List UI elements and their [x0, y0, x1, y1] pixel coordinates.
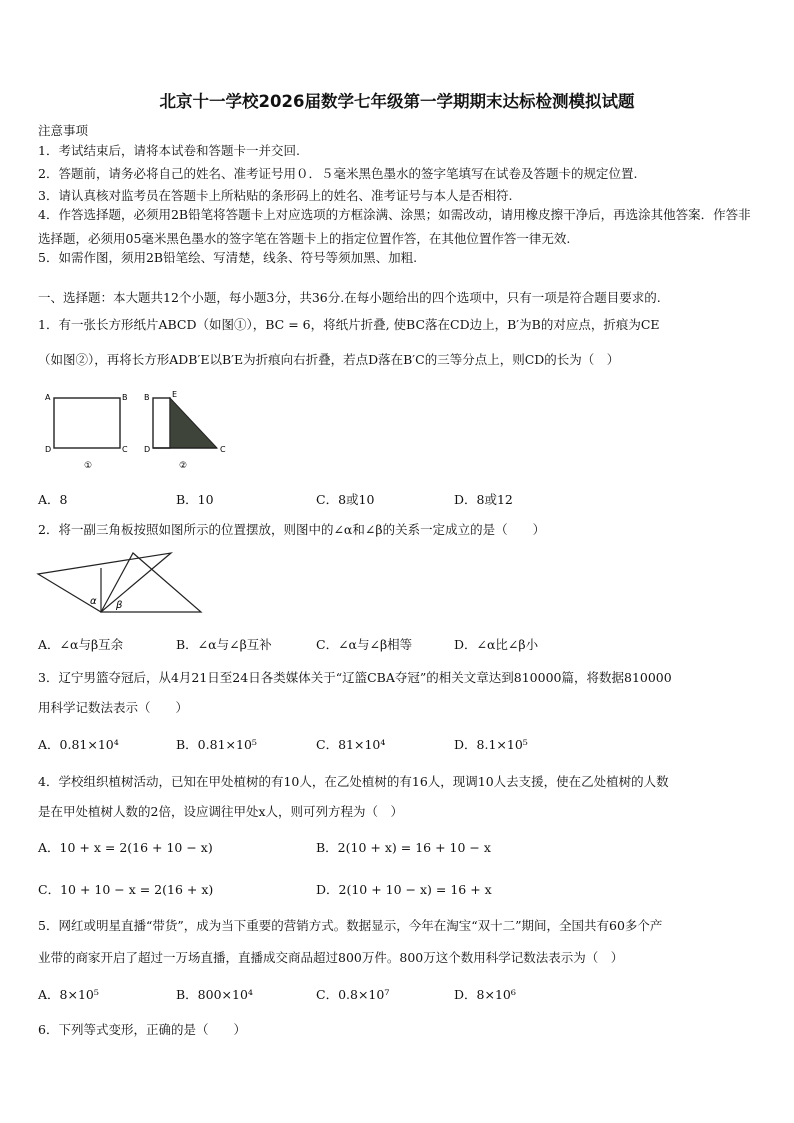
q2-figure: [36, 548, 206, 618]
angle-alpha-label: α: [90, 596, 97, 607]
notice-heading: 注意事项: [38, 123, 89, 138]
q1-text-line2: （如图②），再将长方形ADB′E以B′E为折痕向右折叠，若点D落在B′C的三等分点上，则CD的长为（ ）: [38, 352, 620, 367]
notice-item-1: 1．考试结束后，请将本试卷和答题卡一并交回.: [38, 143, 300, 158]
q2-option-c: C．∠α与∠β相等: [316, 637, 413, 652]
q3-text-line1: 3．辽宁男篮夺冠后，从4月21日至24日各类媒体关于“辽篮CBA夺冠”的相关文章达到810000篇，将数据810000: [38, 670, 672, 685]
q3-option-a: A．0.81×10⁴: [38, 737, 119, 752]
fig1-label-a: A: [45, 393, 51, 402]
q2-option-a: A．∠α与β互余: [38, 637, 124, 652]
page-title: 北京十一学校2026届数学七年级第一学期期末达标检测模拟试题: [159, 92, 635, 111]
set-square-1: [38, 553, 171, 612]
fig2-label-d: D: [144, 445, 151, 454]
q2-option-b: B．∠α与∠β互补: [176, 637, 272, 652]
fig1-label-b: B: [122, 393, 128, 402]
q4-option-a: A．10 + x = 2(16 + 10 − x): [38, 840, 213, 855]
fig2-folded-triangle: [170, 398, 217, 448]
notice-item-3: 3．请认真核对监考员在答题卡上所粘贴的条形码上的姓名、准考证号与本人是否相符.: [38, 188, 513, 203]
q3-option-d: D．8.1×10⁵: [454, 737, 528, 752]
fig2-label-e: E: [172, 390, 178, 399]
angle-beta-label: β: [116, 600, 123, 611]
q1-text-line1: 1．有一张长方形纸片ABCD（如图①），BC = 6，将纸片折叠, 使BC落在CD边上，B′为B的对应点，折痕为CE: [38, 317, 660, 332]
q2-text: 2．将一副三角板按照如图所示的位置摆放，则图中的∠α和∠β的关系一定成立的是（ ）: [38, 522, 546, 537]
fig2-caption: ②: [179, 461, 188, 471]
q4-text-line2: 是在甲处植树人数的2倍，设应调往甲处x人，则可列方程为（ ）: [38, 804, 404, 819]
fig1-caption: ①: [84, 461, 93, 471]
q6-text: 6．下列等式变形，正确的是（ ）: [38, 1022, 246, 1037]
q1-option-a: A．8: [38, 492, 68, 507]
q4-text-line1: 4．学校组织植树活动，已知在甲处植树的有10人，在乙处植树的有16人，现调10人去支援，使在乙处植树的人数: [38, 774, 669, 789]
q3-option-b: B．0.81×10⁵: [176, 737, 257, 752]
fig2-label-c: C: [220, 445, 226, 454]
q4-option-d: D．2(10 + 10 − x) = 16 + x: [316, 882, 492, 897]
section-heading: 一、选择题：本大题共12个小题，每小题3分，共36分.在每小题给出的四个选项中，只有一项是符合题目要求的.: [38, 290, 661, 305]
q1-option-d: D．8或12: [454, 492, 513, 507]
notice-item-4: 4．作答选择题，必须用2B铅笔将答题卡上对应选项的方框涂满、涂黑；如需改动，请用橡皮擦干净后，再选涂其他答案．作答非选择题，必须用05毫米黑色墨水的签字笔在答题卡上的指定位置作答，在其他位置作答一律无效.: [38, 207, 751, 246]
q2-option-d: D．∠α比∠β小: [454, 637, 539, 652]
notice-item-5: 5．如需作图，须用2B铅笔绘、写清楚，线条、符号等须加黑、加粗.: [38, 250, 418, 265]
q5-text-line1: 5．网红或明星直播“带货”，成为当下重要的营销方式。数据显示，今年在淘宝“双十二”期间，全国共有60多个产: [38, 918, 663, 933]
q3-text-line2: 用科学记数法表示（ ）: [38, 700, 189, 715]
fig1-rectangle: [54, 398, 120, 448]
q3-option-c: C．81×10⁴: [316, 737, 386, 752]
q1-option-b: B．10: [176, 492, 214, 507]
q4-option-c: C．10 + 10 − x = 2(16 + x): [38, 882, 214, 897]
q5-option-a: A．8×10⁵: [38, 987, 99, 1002]
q1-figures: [40, 388, 240, 473]
q5-text-line2: 业带的商家开启了超过一万场直播，直播成交商品超过800万件。800万这个数用科学记数法表示为（ ）: [38, 950, 624, 965]
fig1-label-d: D: [45, 445, 52, 454]
q5-option-c: C．0.8×10⁷: [316, 987, 390, 1002]
fig1-label-c: C: [122, 445, 128, 454]
notice-item-2: 2．答题前，请务必将自己的姓名、准考证号用０．５毫米黑色墨水的签字笔填写在试卷及答题卡的规定位置.: [38, 166, 638, 181]
fig2-strip: [153, 398, 170, 448]
q5-option-d: D．8×10⁶: [454, 987, 516, 1002]
q5-option-b: B．800×10⁴: [176, 987, 253, 1002]
fig2-label-b: B: [144, 393, 150, 402]
q1-option-c: C．8或10: [316, 492, 375, 507]
q4-option-b: B．2(10 + x) = 16 + 10 − x: [316, 840, 491, 855]
